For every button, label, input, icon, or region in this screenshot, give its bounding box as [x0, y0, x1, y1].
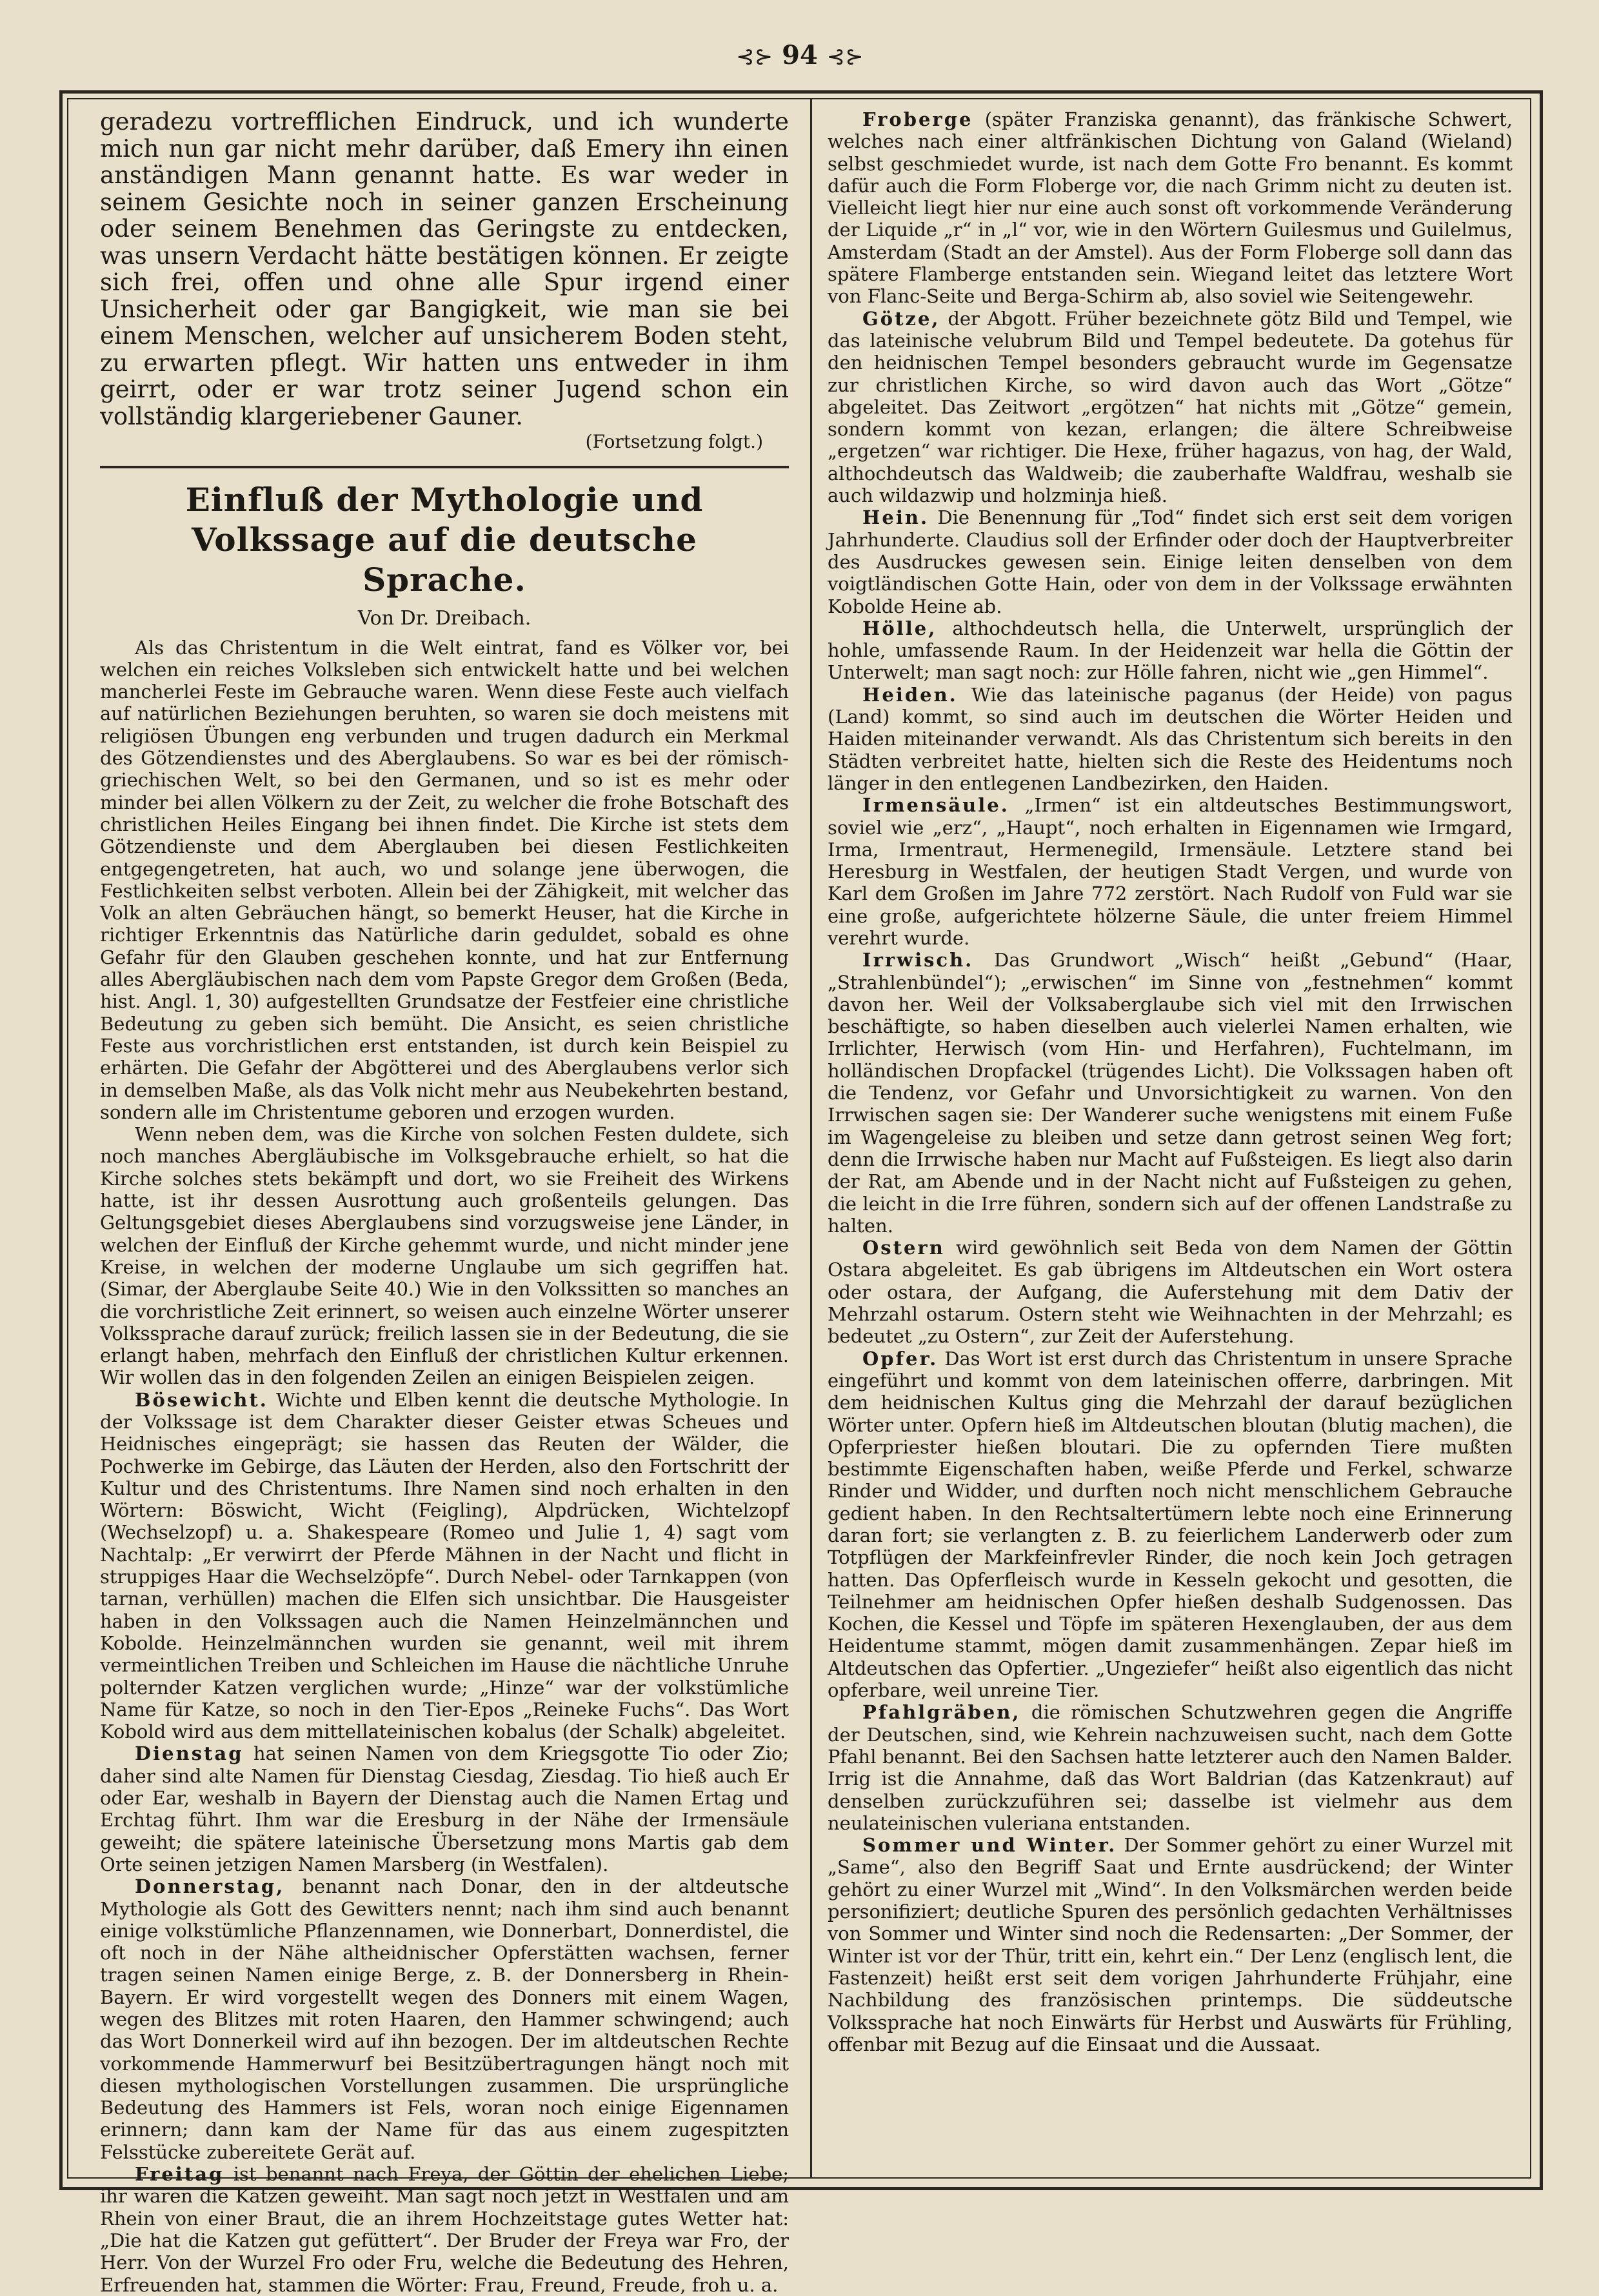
entry-text: Das Grundwort „Wisch“ heißt „Gebund“ (Haar, „Strahlenbündel“); „erwischen“ im Sinne von „festnehmen“ kommt davon her. Weil der Volksaberglaube sich viel mit den Irrwischen beschäftigte, so haben dieselben auch vielerlei Namen erhalten, wie Irrlichter, Herwisch (vom Hin- und Herfahren), Fuchtelmann, im holländischen Dropfackel (trügendes Licht). Die Volkssagen haben oft die Tendenz, vor Gefahr und Unvorsichtigkeit zu warnen. Von den Irrwischen sagen sie: Der Wanderer suche wenigstens mit einem Fuße im Wagengeleise zu bleiben und setze dann getrost seinen Weg fort; denn die Irrwische haben nur Macht auf Fußsteigen. Es liegt also darin der Rat, am Abende und in der Nacht nicht auf Fußsteigen zu gehen, die leicht in die Irre führen, sondern sich auf der offenen Landstraße zu halten. — [828, 949, 1513, 1237]
right-column — [828, 108, 1513, 2055]
entry-paragraph — [828, 108, 1513, 308]
intro-paragraph: Als das Christentum in die Welt eintrat, fand es Völker vor, bei welchen ein reiches Volksleben sich entwickelt hatte und bei welchen mancherlei Feste im Gebrauche waren. Wenn diese Feste auch vielfach auf natürlichen Beziehungen beruhten, so waren sie doch meistens mit religiösen Übungen eng verbunden und trugen dadurch ein Merkmal des Götzendienstes und des Aberglaubens. So war es bei der römisch-griechischen Welt, so bei den Germanen, und so ist es mehr oder minder bei allen Völkern zu der Zeit, zu welcher die frohe Botschaft des christlichen Heiles Eingang bei ihnen findet. Die Kirche ist stets dem Götzendienste und dem Aberglauben bei diesen Festlichkeiten entgegengetreten, hat auch, wo und solange jene überwogen, die Festlichkeiten selbst verboten. Allein bei der Zähigkeit, mit welcher das Volk an alten Gebräuchen hängt, so bemerkt Heuser, hat die Kirche in richtiger Erkenntnis das Natürliche darin geduldet, sobald es ohne Gefahr für den Glauben geschehen konnte, und hat zur Entfernung alles Abergläubischen nach dem vom Papste Gregor dem Großen (Beda, hist. Angl. 1, 30) aufgestellten Grundsatze der Festfeier eine christliche Bedeutung zu geben sich bemüht. Die Ansicht, es seien christliche Feste aus vorchristlichen erst entstanden, ist durch kein Beispiel zu erhärten. Die Gefahr der Abgötterei und des Aberglaubens verlor sich in demselben Maße, als das Volk nicht mehr aus Neubekehrten bestand, sondern alle im Christentume geboren und erzogen wurden. — [100, 636, 789, 1123]
entry-term: Pfahlgräben, — [862, 1701, 1021, 1724]
entry-term: Irrwisch. — [862, 949, 974, 972]
entry-term: Hein. — [862, 506, 929, 529]
entry-paragraph — [100, 1389, 789, 1743]
entry-text: althochdeutsch hella, die Unterwelt, ursprünglich der hohle, umfassende Raum. In der Heidenzeit war hella die Göttin der Unterwelt; man sagt noch: zur Hölle fahren, nicht wie „gen Himmel“. — [828, 617, 1513, 684]
entry-paragraph — [828, 794, 1513, 949]
entry-text: Das Wort ist erst durch das Christentum in unsere Sprache eingeführt und kommt von dem lateinischen offerre, darbringen. Mit dem heidnischen Kultus ging die Mehrzahl der darauf bezüglichen Wörter unter. Opfern hieß im Altdeutschen bloutan (blutig machen), die Opferpriester hießen bloutari. Die zu opfernden Tiere mußten bestimmte Eigenschaften haben, weiße Pferde und Ferkel, schwarze Rinder und Widder, und durften noch nicht menschlichem Gebrauche gedient haben. In den Rechtsaltertümern lebte noch eine Erinnerung daran fort; sie verlangten z. B. zu feierlichem Landerwerb oder zum Totpflügen der Markfeinfrevler Rinder, die noch kein Joch getragen hatten. Das Opferfleisch wurde in Kesseln gekocht und gesotten, die Teilnehmer am heidnischen Opfer hießen deshalb Sudgenossen. Das Kochen, die Kessel und Töpfe im späteren Hexenglauben, der aus dem Heidentume stammt, mögen damit zusammenhängen. Zepar hieß im Altdeutschen das Opfertier. „Ungeziefer“ heißt also eigentlich das nicht opferbare, weil unreine Tier. — [828, 1347, 1513, 1702]
entry-term: Donnerstag, — [135, 1875, 285, 1898]
entry-paragraph — [828, 949, 1513, 1237]
column-divider — [810, 98, 812, 2179]
entry-term: Ostern — [862, 1237, 945, 1259]
entry-paragraph — [828, 1834, 1513, 2055]
intro-paragraph: Wenn neben dem, was die Kirche von solchen Festen duldete, sich noch manches Abergläubische im Volksgebrauche erhielt, so hat die Kirche solches stets bekämpft und dort, wo sie Freiheit des Wirkens hatte, ist ihr dessen Ausrottung auch großenteils gelungen. Das Geltungsgebiet dieses Aberglaubens sind vorzugsweise jene Länder, in welchen der Einfluß der Kirche gehemmt wurde, und nicht minder jene Kreise, in welchen der moderne Unglaube um sich gegriffen hat. (Simar, der Aberglaube Seite 40.) Wie in den Volkssitten so manches an die vorchristliche Zeit erinnert, so weisen auch einzelne Wörter unserer Volkssprache darauf zurück; freilich lassen sie in der Bedeutung, die sie erlangt haben, mehrfach den Einfluß der christlichen Kultur erkennen. Wir wollen das in den folgenden Zeilen an einigen Beispielen zeigen. — [100, 1123, 789, 1389]
entry-paragraph — [100, 1875, 789, 2163]
entry-text: „Irmen“ ist ein altdeutsches Bestimmungswort, soviel wie „erz“, „Haupt“, noch erhalten in Eigennamen wie Irmgard, Irma, Irmentraut, Hermenegild, Irmensäule. Letztere stand bei Heresburg in Westfalen, der heutigen Stadt Vergen, und wurde von Karl dem Großen im Jahre 772 zerstört. Nach Rudolf von Fuld war sie eine große, aufgerichtete hölzerne Säule, die unter freiem Himmel verehrt wurde. — [828, 794, 1513, 949]
entry-term: Freitag — [135, 2163, 224, 2186]
entry-term: Götze, — [862, 307, 940, 330]
entry-term: Sommer und Winter. — [862, 1834, 1117, 1857]
entry-paragraph — [828, 1701, 1513, 1834]
entry-text: Die Benennung für „Tod“ findet sich erst seit dem vorigen Jahrhunderte. Claudius soll der Erfinder oder doch der Hauptverbreiter des Ausdruckes gewesen sein. Einige leiten denselben von dem voigtländischen Gotte Hain, oder von dem in der Volkssage erwähnten Kobolde Heine ab. — [828, 506, 1513, 617]
right-ornament-icon: ⊰⊱ — [826, 44, 864, 70]
entry-term: Bösewicht. — [135, 1388, 268, 1411]
entry-paragraph — [828, 617, 1513, 684]
entry-text: ist benannt nach Freya, der Göttin der ehelichen Liebe; ihr waren die Katzen geweiht. Man sagt noch jetzt in Westfalen und am Rhein von einer Braut, die an ihrem Hochzeitstage gutes Wetter hat: „Die hat die Katzen gut gefüttert“. Der Bruder der Freya war Fro, der Herr. Von der Wurzel Fro oder Fru, welche die Bedeutung des Hehren, Erfreuenden hat, stammen die Wörter: Frau, Freund, Freude, froh u. a. — [100, 2163, 790, 2296]
entry-text: hat seinen Namen von dem Kriegsgotte Tio oder Zio; daher sind alte Namen für Dienstag Ciesdag, Ziesdag. Tio hieß auch Er oder Ear, weshalb in Bayern der Dienstag auch die Namen Ertag und Erchtag führt. Ihm war die Eresburg in der Nähe der Irmensäule geweiht; die spätere lateinische Übersetzung mons Martis gab dem Orte seinen jetzigen Namen Marsberg (in Westfalen). — [100, 1742, 789, 1875]
entry-term: Dienstag — [135, 1742, 244, 1765]
article-title: Einfluß der Mythologie und Volkssage auf die deutsche Sprache. — [185, 481, 704, 599]
entry-paragraph — [100, 2163, 789, 2296]
story-continuation: geradezu vortrefflichen Eindruck, und ich wunderte mich nun gar nicht mehr darüber, daß Emery ihn einen anständigen Mann genannt hatte. Es war weder in seinem Gesichte noch in seiner ganzen Erscheinung oder seinem Benehmen das Geringste zu entdecken, was unsern Verdacht hätte bestätigen können. Er zeigte sich frei, offen und ohne alle Spur irgend einer Unsicherheit oder gar Bangigkeit, wie man sie bei einem Menschen, welcher auf unsicherem Boden steht, zu erwarten pflegt. Wir hatten uns entweder in ihm geirrt, oder er war trotz seiner Jugend schon ein vollständig klargeriebener Gauner. — [100, 108, 789, 430]
section-divider — [100, 466, 789, 468]
entry-term: Froberge — [862, 108, 973, 130]
entry-paragraph — [828, 506, 1513, 617]
article-author: Von Dr. Dreibach. — [357, 607, 531, 630]
entry-paragraph — [828, 1348, 1513, 1702]
entry-text: Wie das lateinische paganus (der Heide) von pagus (Land) kommt, so sind auch im deutschen die Wörter Heiden und Haiden miteinander verwandt. Als das Christentum sich bereits in den Städten verbreitet hatte, hielten sich die Reste des Heidentums noch länger in den entlegenen Landbezirken, den Haiden. — [828, 683, 1513, 794]
entry-text: der Abgott. Früher bezeichnete götz Bild und Tempel, wie das lateinische velubrum Bild und Tempel bedeutete. Da gotehus für den heidnischen Tempel besonders gebraucht wurde im Gegensatze zur christlichen Kirche, so wird davon auch das Wort „Götze“ abgeleitet. Das Zeitwort „ergötzen“ hat nichts mit „Götze“ gemein, sondern kommt von kezan, erlangen; die ältere Schreibweise „ergetzen“ war richtiger. Die Hexe, früher hagazus, von hag, der Wald, althochdeutsch das Waldweib; die zauberhafte Waldfrau, weshalb sie auch wildazwip und holzminja hieß. — [828, 307, 1513, 507]
entry-text: Wichte und Elben kennt die deutsche Mythologie. In der Volkssage ist dem Charakter dieser Geister etwas Scheues und Heidnisches eingeprägt; sie hassen das Reuten der Wälder, die Pochwerke im Gebirge, das Läuten der Herden, also den Fortschritt der Kultur und des Christentums. Ihre Namen sind noch erhalten in den Wörtern: Böswicht, Wicht (Feigling), Alpdrücken, Wichtelzopf (Wechselzopf) u. a. Shakespeare (Romeo und Julie 1, 4) sagt vom Nachtalp: „Er verwirrt der Pferde Mähnen in der Nacht und flicht in struppiges Haar die Wechselzöpfe“. Durch Nebel- oder Tarnkappen (von tarnan, verhüllen) machen die Elfen sich unsichtbar. Die Hausgeister haben in den Volkssagen auch die Namen Heinzelmännchen und Kobolde. Heinzelmännchen wurden sie genannt, weil mit ihrem vermeintlichen Treiben und Schleichen im Hause die nächtliche Unruhe polternder Katzen verglichen wurde; „Hinze“ war der volkstümliche Name für Katze, so noch in den Tier-Epos „Reineke Fuchs“. Das Wort Kobold wird aus dem mittellateinischen kobalus (der Schalk) abgeleitet. — [100, 1388, 789, 1743]
page-number: ⊰⊱ 94 ⊰⊱ — [736, 40, 864, 70]
entry-paragraph — [828, 684, 1513, 794]
entry-term: Opfer. — [862, 1347, 939, 1370]
entry-text: benannt nach Donar, den in der altdeutsche Mythologie als Gott des Gewitters nennt; nach ihm sind auch benannt einige volkstümliche Pflanzennamen, wie Donnerbart, Donnerdistel, die oft noch in der Nähe altheidnischer Opferstätten wachsen, ferner tragen seinen Namen einige Berge, z. B. der Donnersberg in Rhein-Bayern. Er wird vorgestellt wegen des Donners mit einem Wagen, wegen des Blitzes mit roten Haaren, den Hammer schwingend; auch das Wort Donnerkeil wird auf ihn bezogen. Der im altdeutschen Rechte vorkommende Hammerwurf bei Besitzübertragungen hängt noch mit diesen mythologischen Vorstellungen zusammen. Die ursprüngliche Bedeutung des Hammers ist Fels, woran noch einige Eigennamen erinnern; dann kam der Name für das aus einem zugespitzten Felsstücke zubereitete Gerät auf. — [100, 1875, 790, 2163]
entry-paragraph — [828, 1237, 1513, 1347]
continuation-note: (Fortsetzung folgt.) — [585, 431, 763, 452]
entry-paragraph — [100, 1742, 789, 1875]
entry-text: (später Franziska genannt), das fränkische Schwert, welches nach einer altfränkischen Dichtung von Galand (Wieland) selbst geschmiedet wurde, ist nach dem Gotte Fro benannt. Es kommt dafür auch die Form Floberge vor, die nach Grimm nicht zu deuten ist. Vielleicht liegt hier nur eine auch sonst oft vorkommende Veränderung der Liquide „r“ in „l“ vor, wie in den Wörtern Guilesmus und Guilelmus, Amsterdam (Stadt an der Amstel). Aus der Form Floberge soll dann das spätere Flamberge entstanden sein. Wiegand leitet das letztere Wort von Flanc-Seite und Berga-Schirm ab, also soviel wie Seitengewehr. — [828, 108, 1513, 308]
left-column — [100, 108, 789, 2296]
entry-text: die römischen Schutzwehren gegen die Angriffe der Deutschen, sind, wie Kehrein nachzuweisen sucht, nach dem Gotte Pfahl benannt. Bei den Sachsen hatte letzterer auch den Namen Balder. Irrig ist die Annahme, daß das Wort Baldrian (das Katzenkraut) auf denselben zurückzuführen sei; dasselbe ist vielmehr aus dem neulateinischen vuleriana entstanden. — [828, 1701, 1513, 1834]
entry-term: Heiden. — [862, 683, 958, 706]
entry-text: Der Sommer gehört zu einer Wurzel mit „Same“, also den Begriff Saat und Ernte ausdrückend; der Winter gehört zu einer Wurzel mit „Wind“. In den Volksmärchen werden beide personifiziert; deutliche Spuren des persönlich gedachten Verhältnisses von Sommer und Winter sind noch die Redensarten: „Der Sommer, der Winter ist vor der Thür, tritt ein, kehrt ein.“ Der Lenz (englisch lent, die Fastenzeit) heißt erst seit dem vorigen Jahrhunderte Frühjahr, eine Nachbildung des französischen printemps. Die süddeutsche Volkssprache hat noch Einwärts für Herbst und Auswärts für Frühling, offenbar mit Bezug auf die Einsaat und die Aussaat. — [828, 1834, 1513, 2055]
entry-text: wird gewöhnlich seit Beda von dem Namen der Göttin Ostara abgeleitet. Es gab übrigens im Altdeutschen ein Wort ostera oder ostara, der Aufgang, die Auferstehung mit dem Dativ der Mehrzahl ostarum. Ostern steht wie Weihnachten in der Mehrzahl; es bedeutet „zu Ostern“, zur Zeit der Auferstehung. — [828, 1237, 1513, 1348]
left-ornament-icon: ⊰⊱ — [736, 44, 773, 70]
entry-term: Irmensäule. — [862, 794, 1009, 817]
entry-term: Hölle, — [862, 617, 937, 639]
entry-paragraph — [828, 308, 1513, 507]
